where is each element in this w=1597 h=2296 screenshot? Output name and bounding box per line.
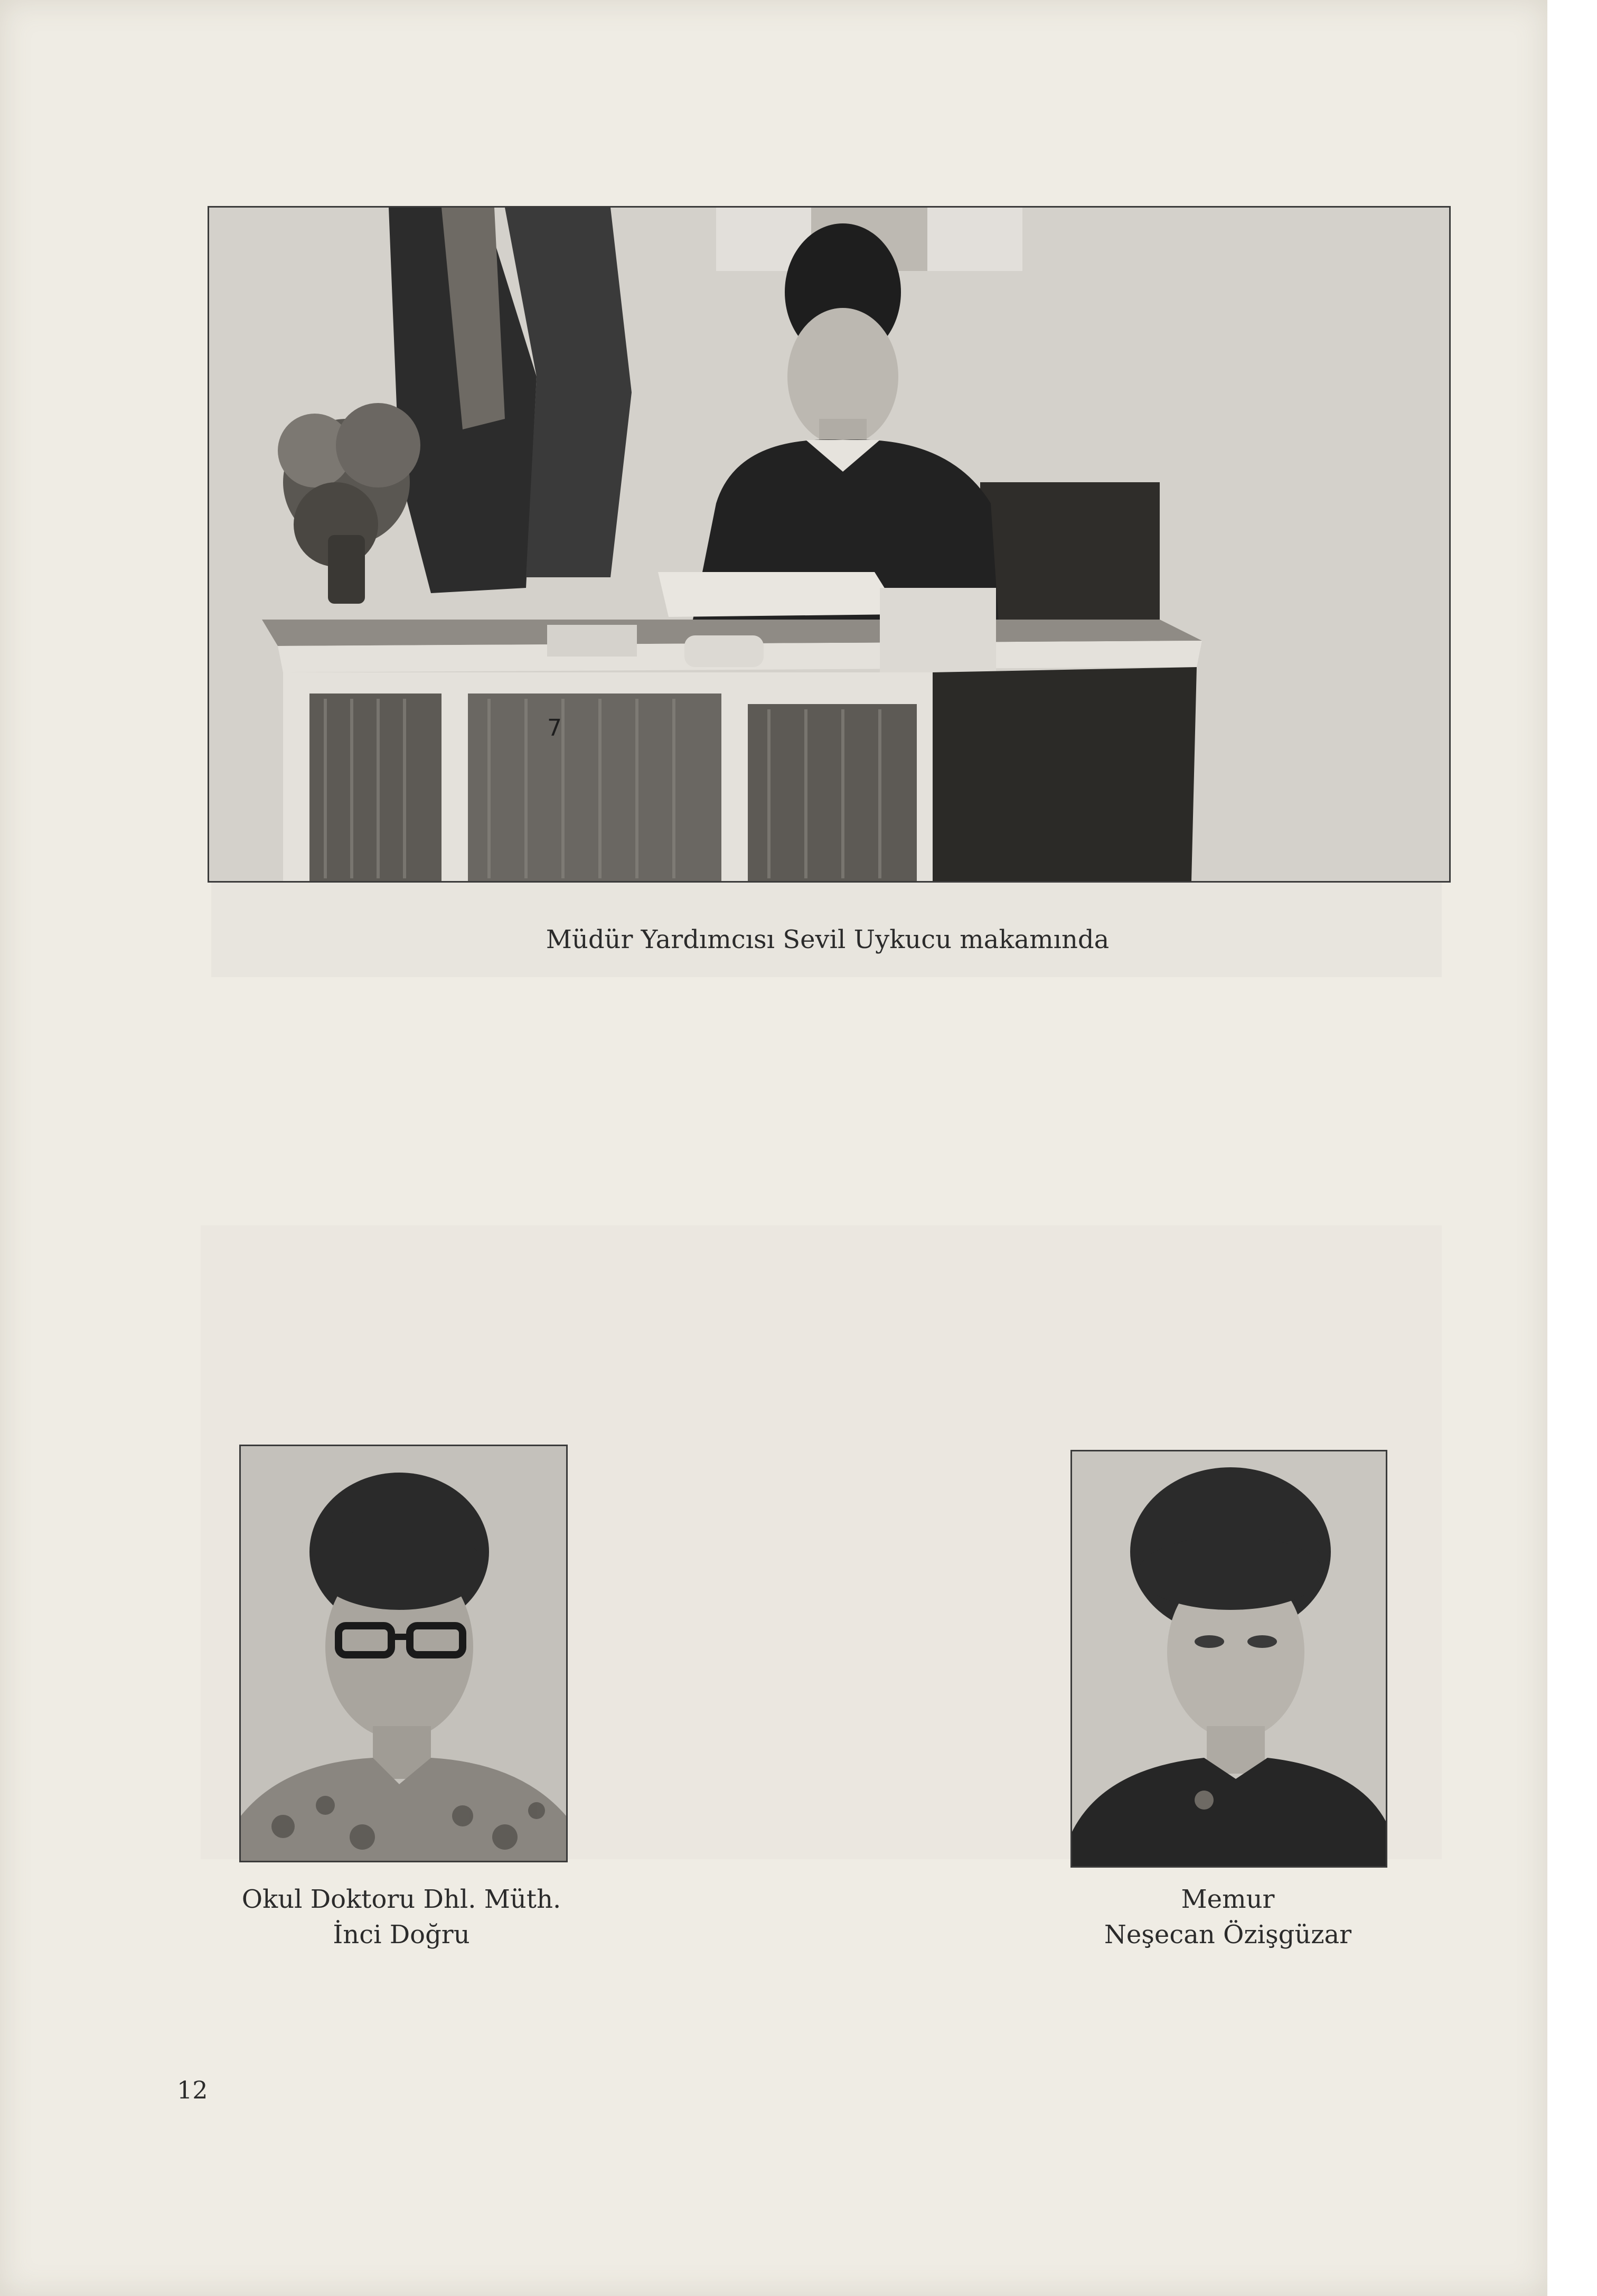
bleed-through-top: [211, 866, 1442, 977]
clerk-portrait: [1070, 1450, 1387, 1868]
office-scene-illustration: [209, 208, 1449, 881]
desk-number-label: 7: [547, 715, 562, 742]
doctor-portrait: [239, 1445, 568, 1862]
clerk-portrait-illustration: [1072, 1451, 1386, 1866]
page-number: 12: [177, 2076, 208, 2104]
office-photo: [208, 206, 1451, 883]
doctor-caption-line1: Okul Doktoru Dhl. Müth.: [241, 1885, 561, 1914]
doctor-caption-line2: İnci Doğru: [333, 1920, 470, 1950]
office-photo-caption: Müdür Yardımcısı Sevil Uykucu makamında: [546, 925, 1110, 954]
clerk-caption-line1: Memur: [1181, 1885, 1275, 1914]
doctor-portrait-illustration: [241, 1446, 566, 1861]
clerk-caption-line2: Neşecan Özişgüzar: [1104, 1920, 1352, 1950]
